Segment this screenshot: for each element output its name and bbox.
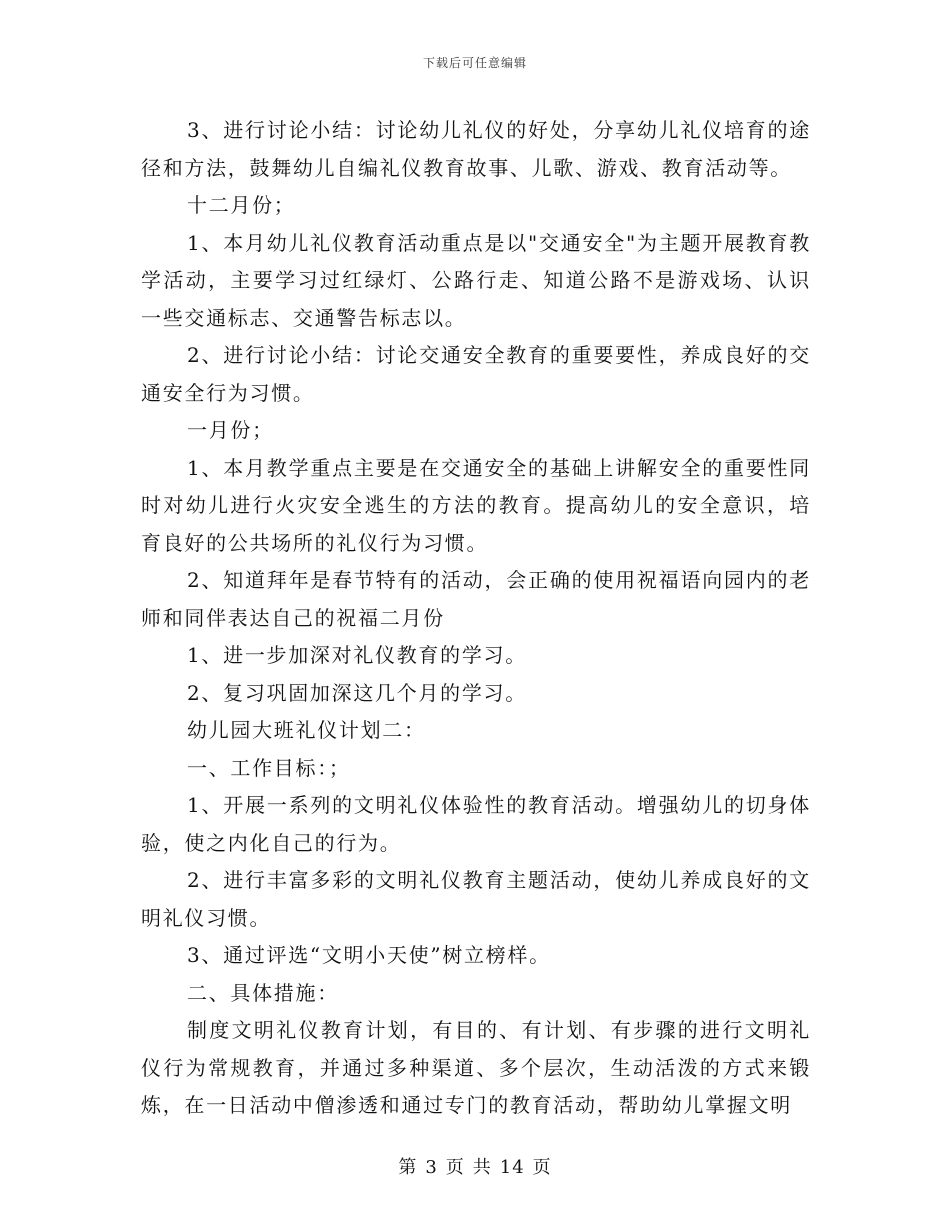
current-page-number: 3	[425, 1157, 438, 1178]
paragraph: 十二月份；	[187, 193, 296, 217]
paragraph: 二、具体措施：	[187, 980, 339, 1005]
paragraph: 2、进行讨论小结：讨论交通安全教育的重要要性，养成良好的交通安全行为习惯。	[141, 343, 811, 405]
footer-total-word: 共	[472, 1157, 492, 1178]
page-footer	[0, 1153, 950, 1179]
footer-page-word: 页	[445, 1157, 465, 1178]
document-body	[141, 112, 811, 1125]
paragraph: 1、开展一系列的文明礼仪体验性的教育活动。增强幼儿的切身体验，使之内化自己的行为。	[141, 793, 811, 855]
paragraph: 1、本月教学重点主要是在交通安全的基础上讲解安全的重要性同时对幼儿进行火灾安全逃生的方法的教育。提高幼儿的安全意识，培育良好的公共场所的礼仪行为习惯。	[141, 455, 811, 555]
paragraph: 2、知道拜年是春节特有的活动，会正确的使用祝福语向园内的老师和同伴表达自己的祝福二月份	[141, 568, 811, 630]
paragraph: 一月份；	[187, 418, 274, 442]
paragraph: 一、工作目标：；	[187, 755, 351, 780]
paragraph: 1、本月幼儿礼仪教育活动重点是以"交通安全"为主题开展教育教学活动，主要学习过红绿灯、公路行走、知道公路不是游戏场、认识一些交通标志、交通警告标志以。	[141, 230, 811, 330]
paragraph: 2、复习巩固加深这几个月的学习。	[187, 680, 527, 705]
header-note: 下载后可任意编辑	[422, 56, 527, 70]
paragraph: 3、进行讨论小结：讨论幼儿礼仪的好处，分享幼儿礼仪培育的途径和方法，鼓舞幼儿自编礼仪教育故事、儿歌、游戏、教育活动等。	[141, 118, 811, 180]
footer-prefix: 第	[398, 1157, 418, 1178]
paragraph: 3、通过评选“文明小天使”树立榜样。	[187, 943, 551, 967]
footer-suffix: 页	[532, 1157, 552, 1178]
paragraph: 1、进一步加深对礼仪教育的学习。	[187, 643, 527, 667]
paragraph: 制度文明礼仪教育计划，有目的、有计划、有步骤的进行文明礼仪行为常规教育，并通过多种渠道、多个层次，生动活泼的方式来锻炼，在一日活动中僧渗透和通过专门的教育活动，帮助幼儿掌握文明	[141, 1018, 811, 1117]
total-pages-number: 14	[499, 1157, 525, 1178]
paragraph: 幼儿园大班礼仪计划二：	[187, 718, 426, 742]
paragraph: 2、进行丰富多彩的文明礼仪教育主题活动，使幼儿养成良好的文明礼仪习惯。	[141, 868, 811, 930]
